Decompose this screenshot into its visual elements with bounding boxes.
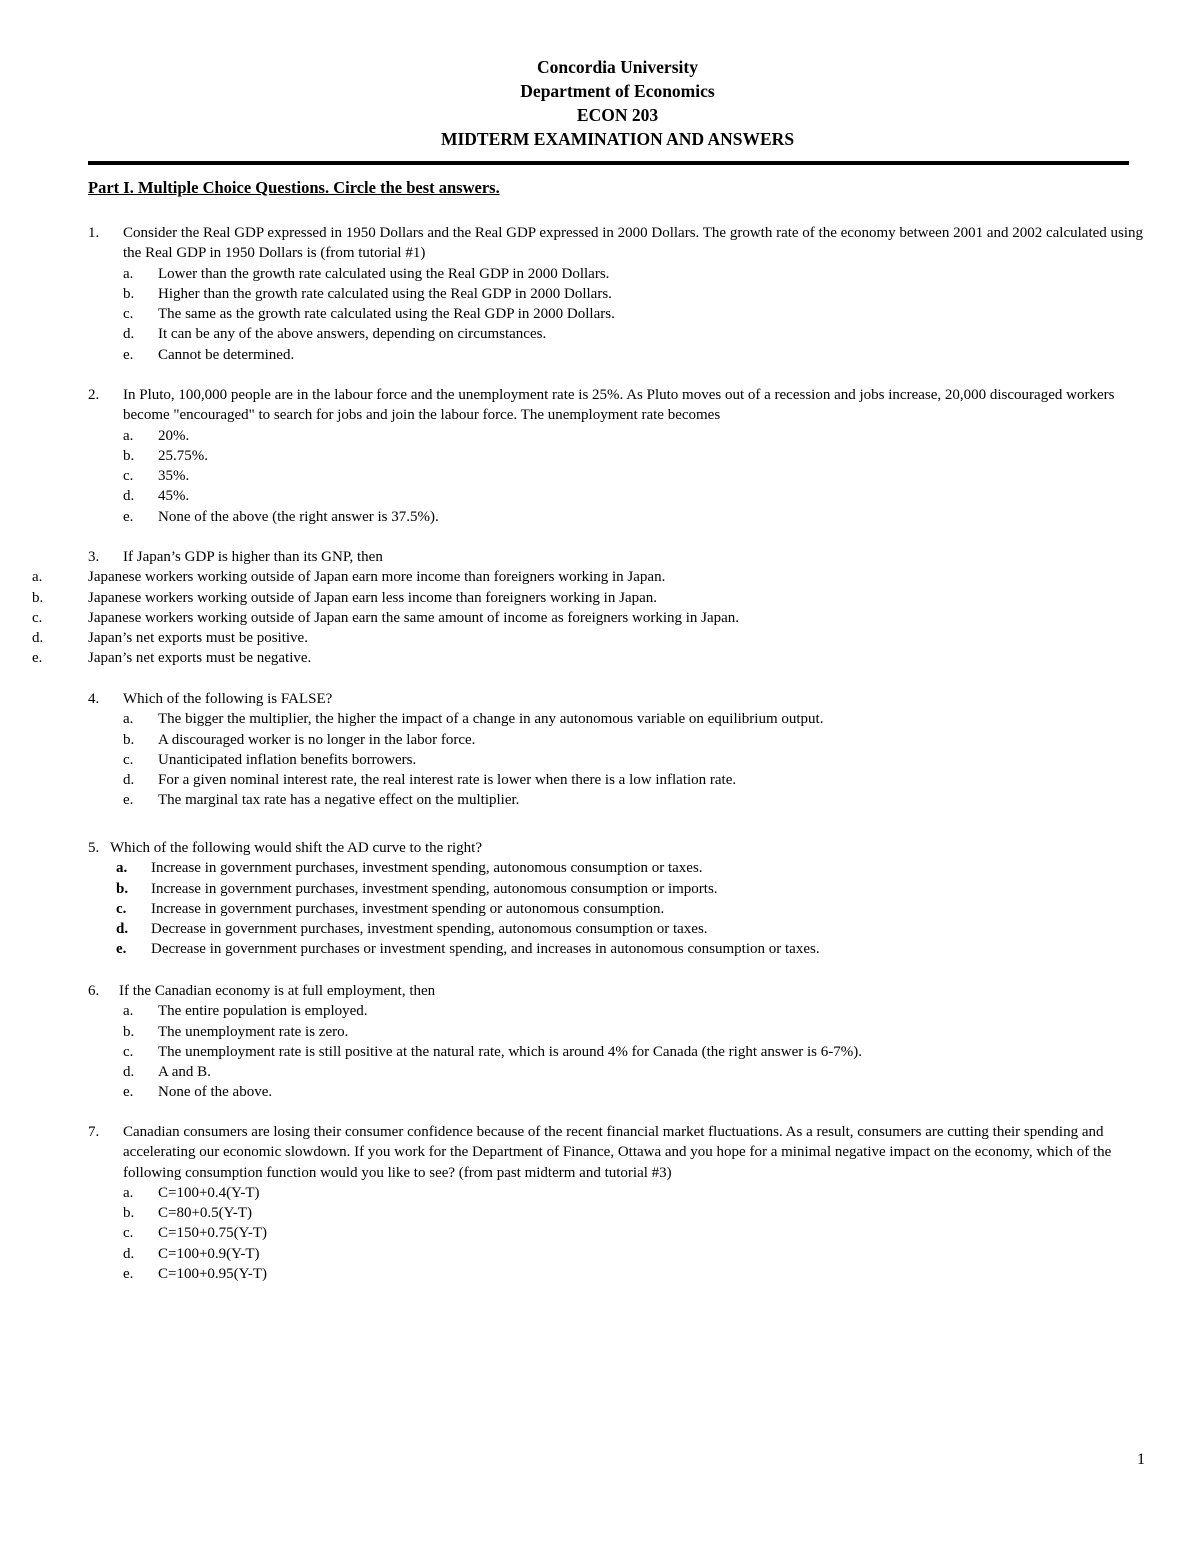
option-text: The bigger the multiplier, the higher the impact of a change in any autonomous variable on equilibrium output. [158,711,824,728]
option-text: Unanticipated inflation benefits borrowers. [158,751,417,768]
option-letter: b. [123,731,135,748]
option-text: The unemployment rate is zero. [158,1023,349,1040]
option-letter: a. [123,1184,134,1201]
option-text: A discouraged worker is no longer in the labor force. [158,731,476,748]
question-3 [32,547,1148,669]
option-e[interactable] [88,1264,1148,1284]
option-text: Higher than the growth rate calculated using the Real GDP in 2000 Dollars. [158,285,612,302]
option-letter: b. [32,589,44,606]
option-text: The same as the growth rate calculated using the Real GDP in 2000 Dollars. [158,306,615,323]
option-letter: b. [123,447,135,464]
question-number: 5. [88,840,100,856]
option-b[interactable] [88,1022,1148,1042]
question-number: 4. [88,691,100,707]
question-stem [88,981,1148,1001]
question-text: Canadian consumers are losing their consumer confidence because of the recent financial market fluctuations. As a result, consumers are cutting their spending and accelerating our economic slowdown. If you work for the Department of Finance, Ottawa and you hope for a minimal negative impact on the economy, which of the following consumption function would you like to see? (from past midterm and tutorial #3) [123,1124,1112,1181]
option-text: Cannot be determined. [158,346,295,363]
option-d[interactable] [88,486,1148,506]
option-text: Japanese workers working outside of Japan earn the same amount of income as foreigners working in Japan. [88,609,740,626]
option-text: Japan’s net exports must be negative. [88,650,312,667]
option-b[interactable] [88,446,1148,466]
option-text: 20%. [158,427,190,444]
option-text: 45%. [158,488,190,505]
option-letter: a. [32,569,43,586]
question-text: If the Canadian economy is at full employment, then [119,983,436,999]
option-letter: a. [123,427,134,444]
option-d[interactable] [88,1062,1148,1082]
option-b[interactable] [88,1203,1148,1223]
option-letter: d. [123,1245,135,1262]
option-letter: c. [123,1225,134,1242]
question-stem [88,1122,1148,1183]
option-letter: c. [123,1043,134,1060]
option-a[interactable] [88,858,1148,878]
option-text: The marginal tax rate has a negative effect on the multiplier. [158,792,520,809]
option-letter: e. [116,941,127,958]
option-text: 35%. [158,468,190,485]
option-d[interactable] [32,628,1148,648]
part-title: Part I. Multiple Choice Questions. Circle the best answers. [88,178,500,197]
option-letter: e. [123,346,134,363]
question-5 [88,838,1148,960]
question-number: 3. [88,549,100,565]
option-text: C=150+0.75(Y-T) [158,1225,267,1242]
option-letter: d. [123,326,135,343]
option-a[interactable] [88,1001,1148,1021]
question-stem [88,223,1148,264]
option-d[interactable] [88,770,1148,790]
option-letter: b. [123,285,135,302]
option-d[interactable] [88,919,1148,939]
option-letter: b. [123,1205,135,1222]
option-text: Increase in government purchases, investment spending or autonomous consumption. [151,900,665,917]
option-e[interactable] [88,790,1148,810]
option-letter: d. [116,921,129,938]
option-text: Lower than the growth rate calculated using the Real GDP in 2000 Dollars. [158,265,610,282]
question-6 [88,981,1148,1103]
option-text: 25.75%. [158,447,208,464]
option-b[interactable] [88,879,1148,899]
option-c[interactable] [32,608,1148,628]
option-c[interactable] [88,899,1148,919]
exam-title: MIDTERM EXAMINATION AND ANSWERS [440,129,795,149]
option-text: For a given nominal interest rate, the real interest rate is lower when there is a low inflation rate. [158,772,737,789]
option-letter: c. [32,609,43,626]
option-letter: c. [123,751,134,768]
option-letter: d. [123,1064,135,1081]
university-name: Concordia University [537,57,698,77]
question-2 [88,385,1148,527]
option-a[interactable] [88,426,1148,446]
question-stem [88,689,1148,709]
option-a[interactable] [32,567,1148,587]
option-text: The unemployment rate is still positive at the natural rate, which is around 4% for Canada (the right answer is 6-7%). [158,1043,862,1060]
option-letter: a. [123,711,134,728]
option-text: C=100+0.95(Y-T) [158,1266,267,1283]
question-number: 2. [88,387,100,403]
question-number: 6. [88,983,100,999]
option-letter: e. [123,1084,134,1101]
option-text: None of the above (the right answer is 37.5%). [158,508,439,525]
option-e[interactable] [88,507,1148,527]
question-stem [88,385,1148,426]
option-c[interactable] [88,1042,1148,1062]
question-number: 7. [88,1124,100,1140]
option-text: C=100+0.9(Y-T) [158,1245,260,1262]
option-b[interactable] [88,730,1148,750]
option-text: Japanese workers working outside of Japan earn more income than foreigners working in Japan. [88,569,666,586]
option-letter: d. [123,772,135,789]
option-text: Increase in government purchases, investment spending, autonomous consumption or imports. [151,880,718,897]
option-e[interactable] [88,345,1148,365]
question-text: Consider the Real GDP expressed in 1950 Dollars and the Real GDP expressed in 2000 Dollars. The growth rate of the economy between 2001 and 2002 calculated using the Real GDP in 1950 Dollars is (from tutorial #1) [123,225,1144,262]
option-b[interactable] [32,588,1148,608]
option-text: Japanese workers working outside of Japan earn less income than foreigners working in Japan. [88,589,658,606]
course-code: ECON 203 [576,105,659,125]
page-number: 1 [1137,1451,1145,1468]
option-text: C=80+0.5(Y-T) [158,1205,252,1222]
option-text: Decrease in government purchases or investment spending, and increases in autonomous consumption or taxes. [151,941,820,958]
department-name: Department of Economics [520,81,715,101]
option-c[interactable] [88,304,1148,324]
option-text: Decrease in government purchases, investment spending, autonomous consumption or taxes. [151,921,708,938]
option-text: None of the above. [158,1084,273,1101]
option-letter: c. [116,900,127,917]
option-c[interactable] [88,1223,1148,1243]
option-letter: c. [123,468,134,485]
question-1 [88,223,1148,365]
question-text: In Pluto, 100,000 people are in the labour force and the unemployment rate is 25%. As Pluto moves out of a recession and jobs increase, 20,000 discouraged workers become "encouraged" to search for jobs and join the labour force. The unemployment rate becomes [123,387,1115,424]
option-a[interactable] [88,1183,1148,1203]
header-divider [88,161,1129,165]
option-letter: a. [123,265,134,282]
option-d[interactable] [88,324,1148,344]
question-text: If Japan’s GDP is higher than its GNP, then [123,549,383,565]
option-letter: b. [123,1023,135,1040]
question-stem [88,838,1148,858]
option-a[interactable] [88,709,1148,729]
option-c[interactable] [88,750,1148,770]
option-letter: d. [123,488,135,505]
option-text: It can be any of the above answers, depending on circumstances. [158,326,547,343]
option-b[interactable] [88,284,1148,304]
option-text: A and B. [158,1064,211,1081]
question-number: 1. [88,225,100,241]
option-letter: e. [123,1266,134,1283]
question-4 [88,689,1148,811]
option-e[interactable] [88,939,1148,959]
option-d[interactable] [88,1244,1148,1264]
option-letter: d. [32,630,44,647]
option-letter: e. [32,650,43,667]
option-letter: c. [123,306,134,323]
question-stem [88,547,1148,567]
option-e[interactable] [32,648,1148,668]
option-a[interactable] [88,264,1148,284]
option-text: The entire population is employed. [158,1003,368,1020]
option-text: Japan’s net exports must be positive. [88,630,308,647]
option-letter: b. [116,880,129,897]
option-letter: a. [116,860,128,877]
option-c[interactable] [88,466,1148,486]
document-header [0,55,1200,151]
question-text: Which of the following is FALSE? [123,691,333,707]
question-text: Which of the following would shift the AD curve to the right? [110,840,483,856]
option-letter: a. [123,1003,134,1020]
question-7 [88,1122,1148,1284]
option-e[interactable] [88,1082,1148,1102]
option-text: C=100+0.4(Y-T) [158,1184,260,1201]
option-text: Increase in government purchases, investment spending, autonomous consumption or taxes. [151,860,703,877]
option-letter: e. [123,508,134,525]
option-letter: e. [123,792,134,809]
